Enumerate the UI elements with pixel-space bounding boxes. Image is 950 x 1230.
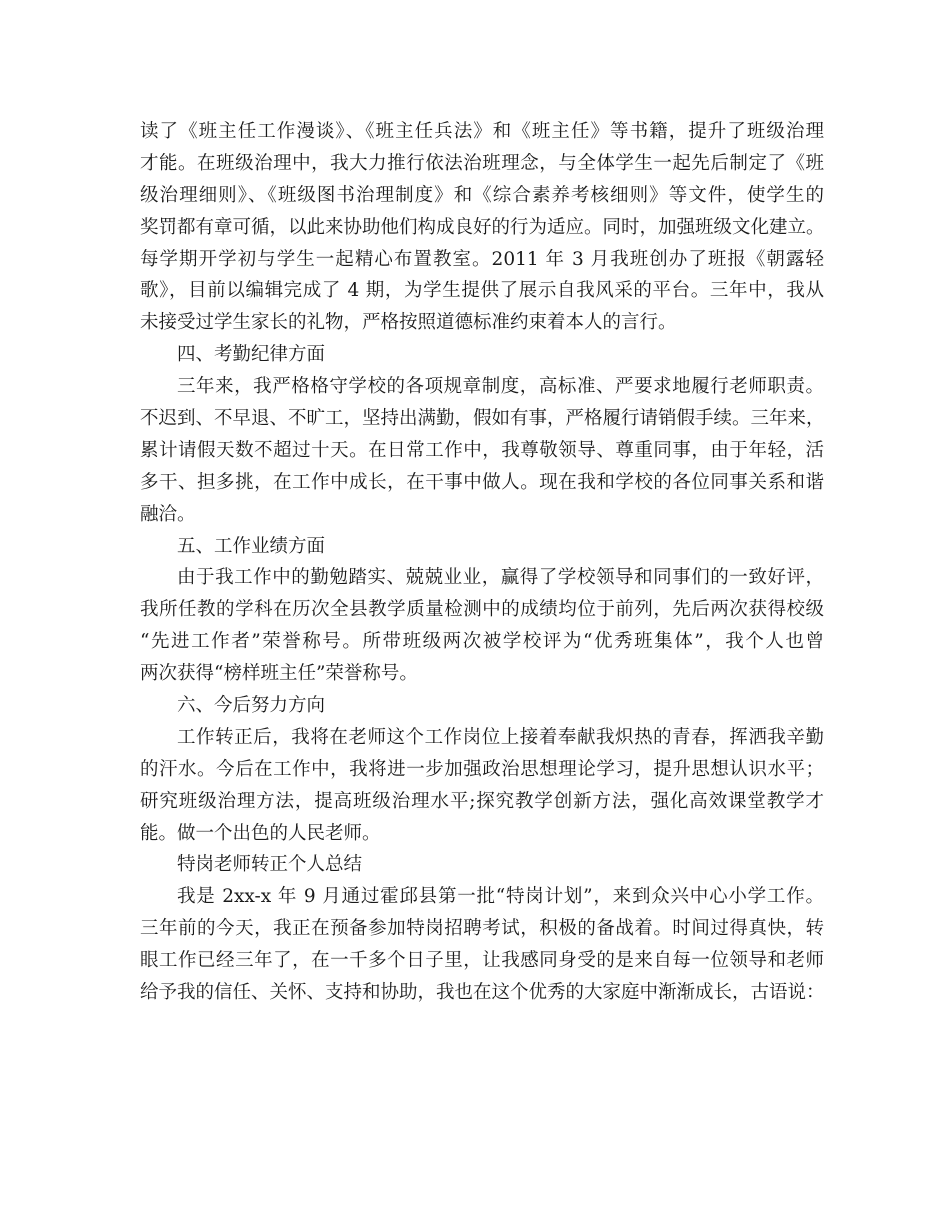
section-heading: 四、考勤纪律方面 <box>177 344 326 366</box>
text-line: 两次获得“榜样班主任”荣誉称号。 <box>140 663 418 685</box>
text-line: 未接受过学生家长的礼物，严格按照道德标准约束着本人的言行。 <box>140 312 677 334</box>
text-line: 融洽。 <box>140 503 196 525</box>
text-line: 的汗水。今后在工作中，我将进一步加强政治思想理论学习，提升思想认识水平； <box>140 758 824 780</box>
document-body <box>140 116 824 1009</box>
text-line: 研究班级治理方法，提高班级治理水平;探究教学创新方法，强化高效课堂教学才 <box>140 790 824 812</box>
text-line: 三年来，我严格格守学校的各项规章制度，高标准、严要求地履行老师职责。 <box>177 376 824 398</box>
text-line: 奖罚都有章可循，以此来协助他们构成良好的行为适应。同时，加强班级文化建立。 <box>140 216 825 238</box>
text-line: 才能。在班级治理中，我大力推行依法治班理念，与全体学生一起先后制定了《班 <box>140 152 824 174</box>
text-line: 歌》，目前以编辑完成了 4 期，为学生提供了展示自我风采的平台。三年中，我从 <box>140 280 824 302</box>
text-line: 给予我的信任、关怀、支持和协助，我也在这个优秀的大家庭中渐渐成长，古语说： <box>140 982 825 1004</box>
text-line: 读了《班主任工作漫谈》、《班主任兵法》和《班主任》等书籍，提升了班级治理 <box>140 121 824 142</box>
text-line: 不迟到、不早退、不旷工，坚持出满勤，假如有事，严格履行请销假手续。三年来， <box>140 408 825 430</box>
text-line: 我所任教的学科在历次全县教学质量检测中的成绩均位于前列，先后两次获得校级 <box>140 599 824 621</box>
section-heading: 特岗老师转正个人总结 <box>177 854 363 876</box>
text-line: 眼工作已经三年了，在一千多个日子里，让我感同身受的是来自每一位领导和老师 <box>140 950 824 972</box>
text-line: 三年前的今天，我正在预备参加特岗招聘考试，积极的备战着。时间过得真快，转 <box>140 918 824 940</box>
text-line: 每学期开学初与学生一起精心布置教室。2011 年 3 月我班创办了班报《朝露轻 <box>140 248 824 270</box>
text-line: 我是 2xx-x 年 9 月通过霍邱县第一批“特岗计划”，来到众兴中心小学工作。 <box>177 886 824 908</box>
text-line: 级治理细则》、《班级图书治理制度》和《综合素养考核细则》等文件，使学生的 <box>140 184 824 206</box>
section-heading: 六、今后努力方向 <box>177 695 326 717</box>
text-line: “先进工作者”荣誉称号。所带班级两次被学校评为“优秀班集体”，我个人也曾 <box>140 631 824 653</box>
text-line: 多干、担多挑，在工作中成长，在干事中做人。现在我和学校的各位同事关系和谐 <box>140 471 824 493</box>
section-heading: 五、工作业绩方面 <box>177 535 326 557</box>
text-line: 能。做一个出色的人民老师。 <box>140 822 381 844</box>
text-line: 工作转正后，我将在老师这个工作岗位上接着奉献我炽热的青春，挥洒我辛勤 <box>177 726 824 748</box>
text-line: 由于我工作中的勤勉踏实、兢兢业业，赢得了学校领导和同事们的一致好评， <box>177 567 824 589</box>
text-line: 累计请假天数不超过十天。在日常工作中，我尊敬领导、尊重同事，由于年轻，活 <box>140 439 824 461</box>
